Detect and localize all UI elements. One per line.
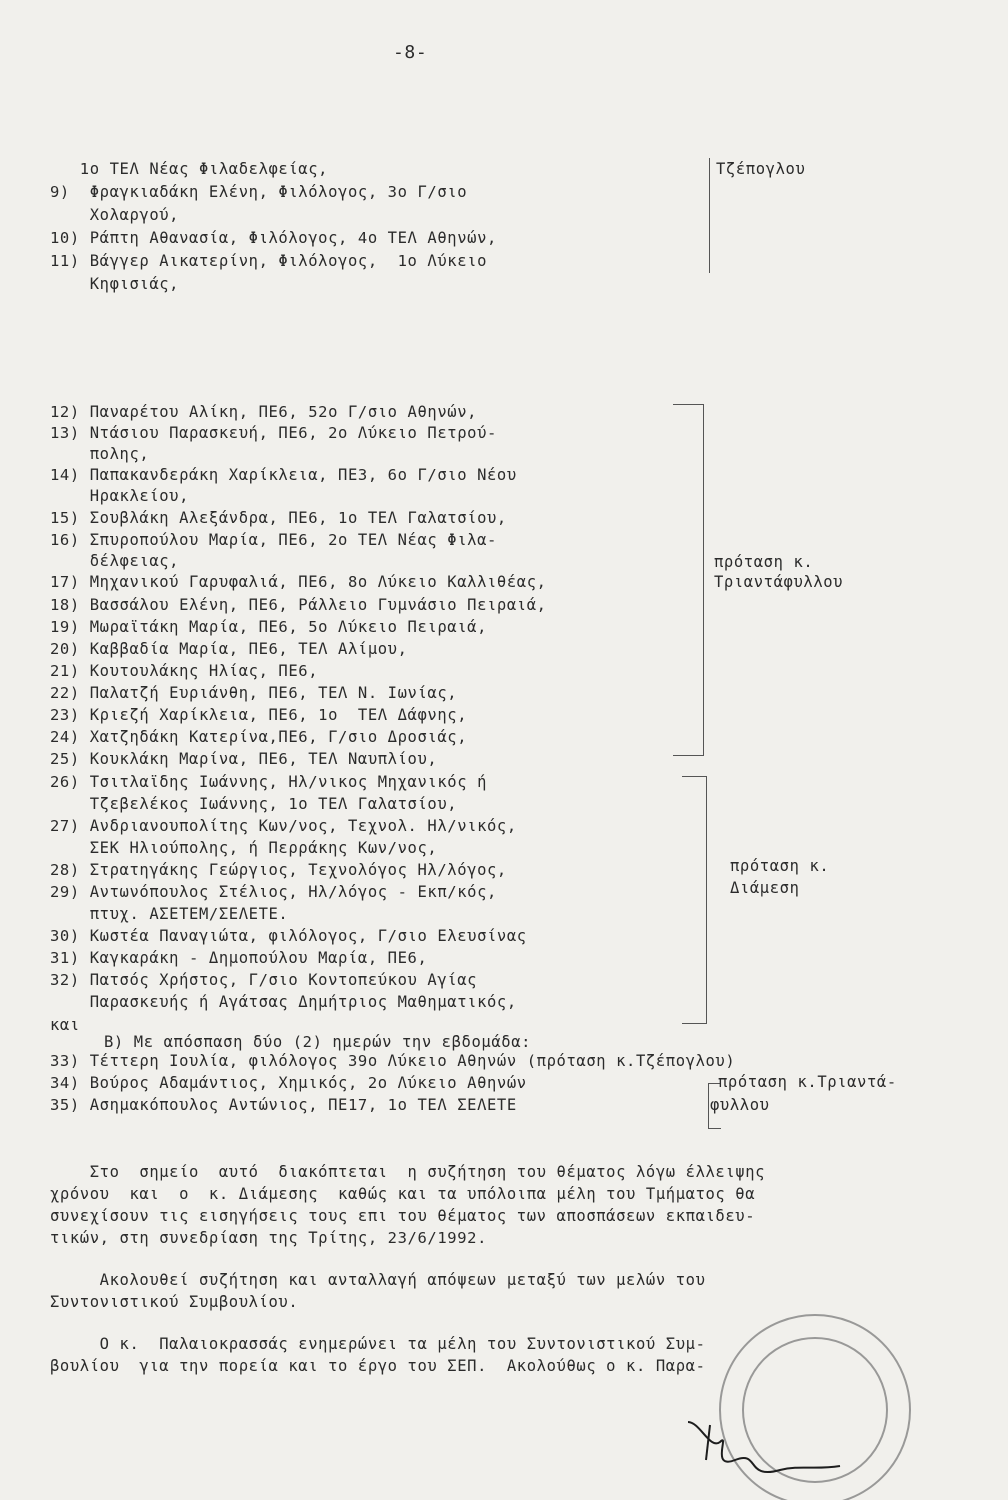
list-line: πολης, — [50, 445, 150, 463]
group1-note-line1: πρόταση κ. — [714, 553, 814, 571]
paragraph-line: Συντονιστικού Συμβουλίου. — [50, 1293, 299, 1311]
list-line: 30) Κωστέα Παναγιώτα, φιλόλογος, Γ/σιο Ελευσίνας — [50, 927, 527, 945]
list-line: 24) Χατζηδάκη Κατερίνα,ΠΕ6, Γ/σιο Δροσιάς, — [50, 728, 468, 746]
group2-note-line1: πρόταση κ. — [730, 857, 830, 875]
list-line: 11) Βάγγερ Αικατερίνη, Φιλόλογος, 1ο Λύκειο — [50, 252, 487, 270]
top-note: Τζέπογλου — [716, 160, 806, 178]
list-line: πτυχ. ΑΣΕΤΕΜ/ΣΕΛΕΤΕ. — [50, 905, 289, 923]
list-line: Παρασκευής ή Αγάτσας Δημήτριος Μαθηματικός, — [50, 993, 517, 1011]
list-line: 14) Παπακανδεράκη Χαρίκλεια, ΠΕ3, 6ο Γ/σιο Νέου — [50, 466, 517, 484]
group3-note-line2: φυλλου — [710, 1096, 770, 1114]
list-line: ΣΕΚ Ηλιούπολης, ή Περράκης Κων/νος, — [50, 839, 438, 857]
bracket-top — [709, 158, 710, 273]
group1-note-line2: Τριαντάφυλλου — [714, 573, 844, 591]
paragraph-line: Ο κ. Παλαιοκρασσάς ενημερώνει τα μέλη του Συντονιστικού Συμ- — [50, 1335, 706, 1353]
list-line: 22) Παλατζή Ευριάνθη, ΠΕ6, ΤΕΛ Ν. Ιωνίας, — [50, 684, 458, 702]
list-line: 26) Τσιτλαϊδης Ιωάννης, Ηλ/νικος Μηχανικός ή — [50, 773, 487, 791]
list-line: 27) Ανδριανουπολίτης Κων/νος, Τεχνολ. Ηλ/νικός, — [50, 817, 517, 835]
section-b-heading: Β) Με απόσπαση δύο (2) ημερών την εβδομάδα: — [104, 1033, 532, 1051]
list-line: 17) Μηχανικού Γαρυφαλιά, ΠΕ6, 8ο Λύκειο Καλλιθέας, — [50, 573, 547, 591]
group3-note-line1: πρόταση κ.Τριαντά- — [718, 1073, 897, 1091]
list-line: 23) Κριεζή Χαρίκλεια, ΠΕ6, 1ο ΤΕΛ Δάφνης, — [50, 706, 468, 724]
list-line: 32) Πατσός Χρήστος, Γ/σιο Κοντοπεύκου Αγίας — [50, 971, 478, 989]
kai-word: και — [50, 1016, 80, 1034]
paragraph-line: Ακολουθεί συζήτηση και ανταλλαγή απόψεων μεταξύ των μελών του — [50, 1271, 706, 1289]
bracket-group2 — [682, 776, 707, 1024]
page-number: -8- — [393, 42, 428, 63]
list-line: 13) Ντάσιου Παρασκευή, ΠΕ6, 2ο Λύκειο Πετρού- — [50, 424, 497, 442]
list-line: 1ο ΤΕΛ Νέας Φιλαδελφείας, — [50, 160, 329, 178]
list-line: Κηφισιάς, — [50, 275, 180, 293]
list-line: Χολαργού, — [50, 206, 180, 224]
list-line: 9) Φραγκιαδάκη Ελένη, Φιλόλογος, 3ο Γ/σιο — [50, 183, 468, 201]
group2-note-line2: Διάμεση — [730, 879, 800, 897]
paragraph-line: τικών, στη συνεδρίαση της Τρίτης, 23/6/1992. — [50, 1229, 487, 1247]
list-line: 28) Στρατηγάκης Γεώργιος, Τεχνολόγος Ηλ/λόγος, — [50, 861, 507, 879]
list-line: 35) Ασημακόπουλος Αντώνιος, ΠΕ17, 1ο ΤΕΛ ΣΕΛΕΤΕ — [50, 1096, 517, 1114]
list-line: 18) Βασσάλου Ελένη, ΠΕ6, Ράλλειο Γυμνάσιο Πειραιά, — [50, 596, 547, 614]
list-line: 15) Σουβλάκη Αλεξάνδρα, ΠΕ6, 1ο ΤΕΛ Γαλατσίου, — [50, 509, 507, 527]
official-stamp-and-signature — [640, 1310, 930, 1500]
bracket-group1 — [673, 404, 704, 756]
list-line: Τζεβελέκος Ιωάννης, 1ο ΤΕΛ Γαλατσίου, — [50, 795, 458, 813]
paragraph-line: βουλίου για την πορεία και το έργο του ΣΕΠ. Ακολούθως ο κ. Παρα- — [50, 1357, 706, 1375]
list-line: δέλφειας, — [50, 552, 180, 570]
list-line: 25) Κουκλάκη Μαρίνα, ΠΕ6, ΤΕΛ Ναυπλίου, — [50, 750, 438, 768]
paragraph-line: χρόνου και ο κ. Διάμεσης καθώς και τα υπόλοιπα μέλη του Τμήματος θα — [50, 1185, 756, 1203]
list-line: 34) Βούρος Αδαμάντιος, Χημικός, 2ο Λύκειο Αθηνών — [50, 1074, 527, 1092]
signature-stroke — [688, 1422, 840, 1472]
paragraph-line: Στο σημείο αυτό διακόπτεται η συζήτηση του θέματος λόγω έλλειψης — [50, 1163, 766, 1181]
list-line: 10) Ράπτη Αθανασία, Φιλόλογος, 4ο ΤΕΛ Αθηνών, — [50, 229, 497, 247]
list-line: 21) Κουτουλάκης Ηλίας, ΠΕ6, — [50, 662, 319, 680]
list-line: 12) Παναρέτου Αλίκη, ΠΕ6, 52ο Γ/σιο Αθηνών, — [50, 403, 478, 421]
list-line: 33) Τέττερη Ιουλία, φιλόλογος 39ο Λύκειο Αθηνών (πρόταση κ.Τζέπογλου) — [50, 1052, 736, 1070]
list-line: 31) Καγκαράκη - Δημοπούλου Μαρία, ΠΕ6, — [50, 949, 428, 967]
paragraph-line: συνεχίσουν τις εισηγήσεις τους επι του θέματος των αποσπάσεων εκπαιδευ- — [50, 1207, 756, 1225]
list-line: 20) Καββαδία Μαρία, ΠΕ6, ΤΕΛ Αλίμου, — [50, 640, 408, 658]
list-line: 29) Αντωνόπουλος Στέλιος, Ηλ/λόγος - Εκπ/κός, — [50, 883, 497, 901]
list-line: Ηρακλείου, — [50, 487, 190, 505]
list-line: 19) Μωραϊτάκη Μαρία, ΠΕ6, 5ο Λύκειο Πειραιά, — [50, 618, 487, 636]
list-line: 16) Σπυροπούλου Μαρία, ΠΕ6, 2ο ΤΕΛ Νέας Φιλα- — [50, 531, 497, 549]
